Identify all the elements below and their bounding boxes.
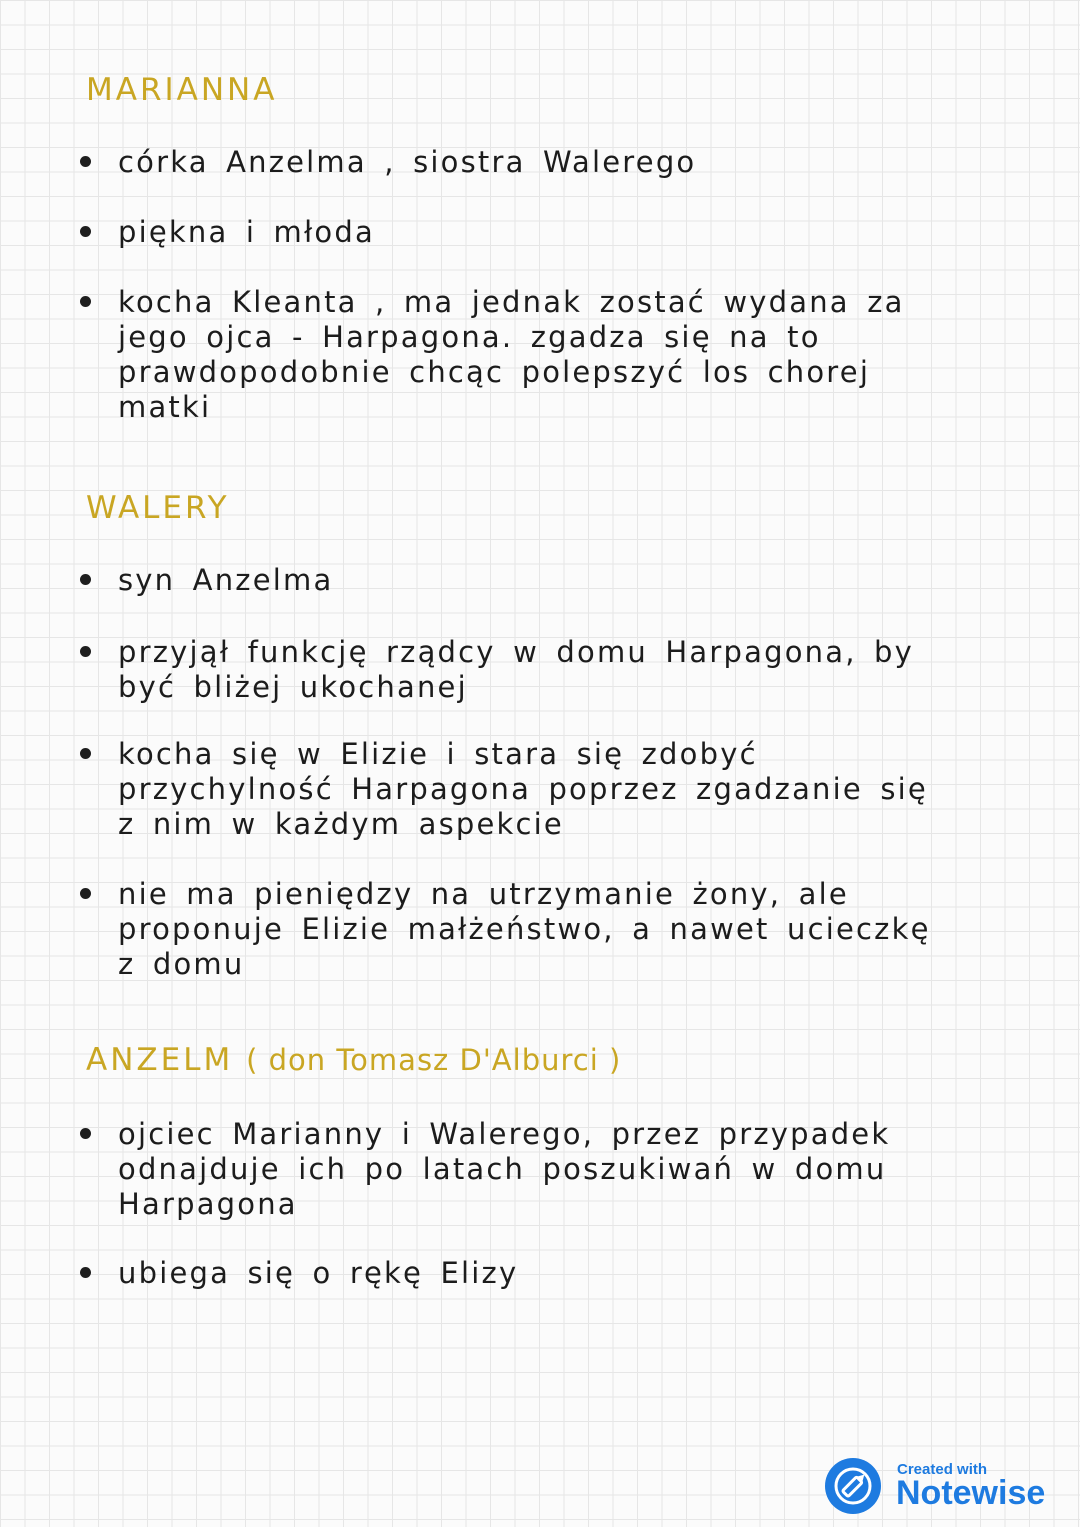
bullet-dot-icon [80, 226, 91, 237]
bullet-dot-icon [80, 574, 91, 585]
list-item [80, 737, 960, 842]
section-heading-anzelm-alias: ( don Tomasz D'Alburci ) [246, 1043, 622, 1077]
bullet-dot-icon [80, 1128, 91, 1139]
list-item [80, 215, 960, 250]
bullet-dot-icon [80, 1267, 91, 1278]
bullet-dot-icon [80, 296, 91, 307]
list-item-text: kocha się w Elizie i stara się zdobyć przychylność Harpagona poprzez zgadzanie się z nim w każdym aspekcie [118, 737, 928, 841]
list-item-text: ubiega się o rękę Elizy [118, 1256, 519, 1290]
list-item [80, 1256, 960, 1291]
section-heading-walery: WALERY [86, 490, 230, 526]
section-heading-marianna: MARIANNA [86, 72, 278, 108]
badge-created-with: Created with [897, 1461, 988, 1478]
list-item-text: piękna i młoda [118, 215, 375, 249]
list-item [80, 145, 960, 180]
list-item-text: nie ma pieniędzy na utrzymanie żony, ale proponuje Elizie małżeństwo, a nawet ucieczkę z domu [118, 877, 931, 981]
list-item-text: ojciec Marianny i Walerego, przez przypadek odnajduje ich po latach poszukiwań w domu Harpagona [118, 1117, 891, 1221]
bullet-dot-icon [80, 888, 91, 899]
badge-brand: Notewise [896, 1474, 1046, 1512]
list-item-text: kocha Kleanta , ma jednak zostać wydana za jego ojca - Harpagona. zgadza się na to prawdopodobnie chcąc polepszyć los chorej matki [118, 285, 905, 424]
section-heading-anzelm-name: ANZELM [86, 1042, 234, 1078]
bullet-dot-icon [80, 646, 91, 657]
section-heading-anzelm [86, 1042, 621, 1078]
list-item [80, 635, 960, 705]
bullet-dot-icon [80, 748, 91, 759]
list-item-text: córka Anzelma , siostra Walerego [118, 145, 697, 179]
list-item-text: przyjął funkcję rządcy w domu Harpagona, by być bliżej ukochanej [118, 635, 914, 704]
list-item [80, 285, 960, 425]
bullet-dot-icon [80, 156, 91, 167]
list-item [80, 1117, 960, 1222]
list-item-text: syn Anzelma [118, 563, 334, 597]
list-item [80, 563, 960, 598]
pencil-icon [824, 1457, 882, 1515]
list-item [80, 877, 960, 982]
notewise-badge [824, 1457, 1064, 1517]
